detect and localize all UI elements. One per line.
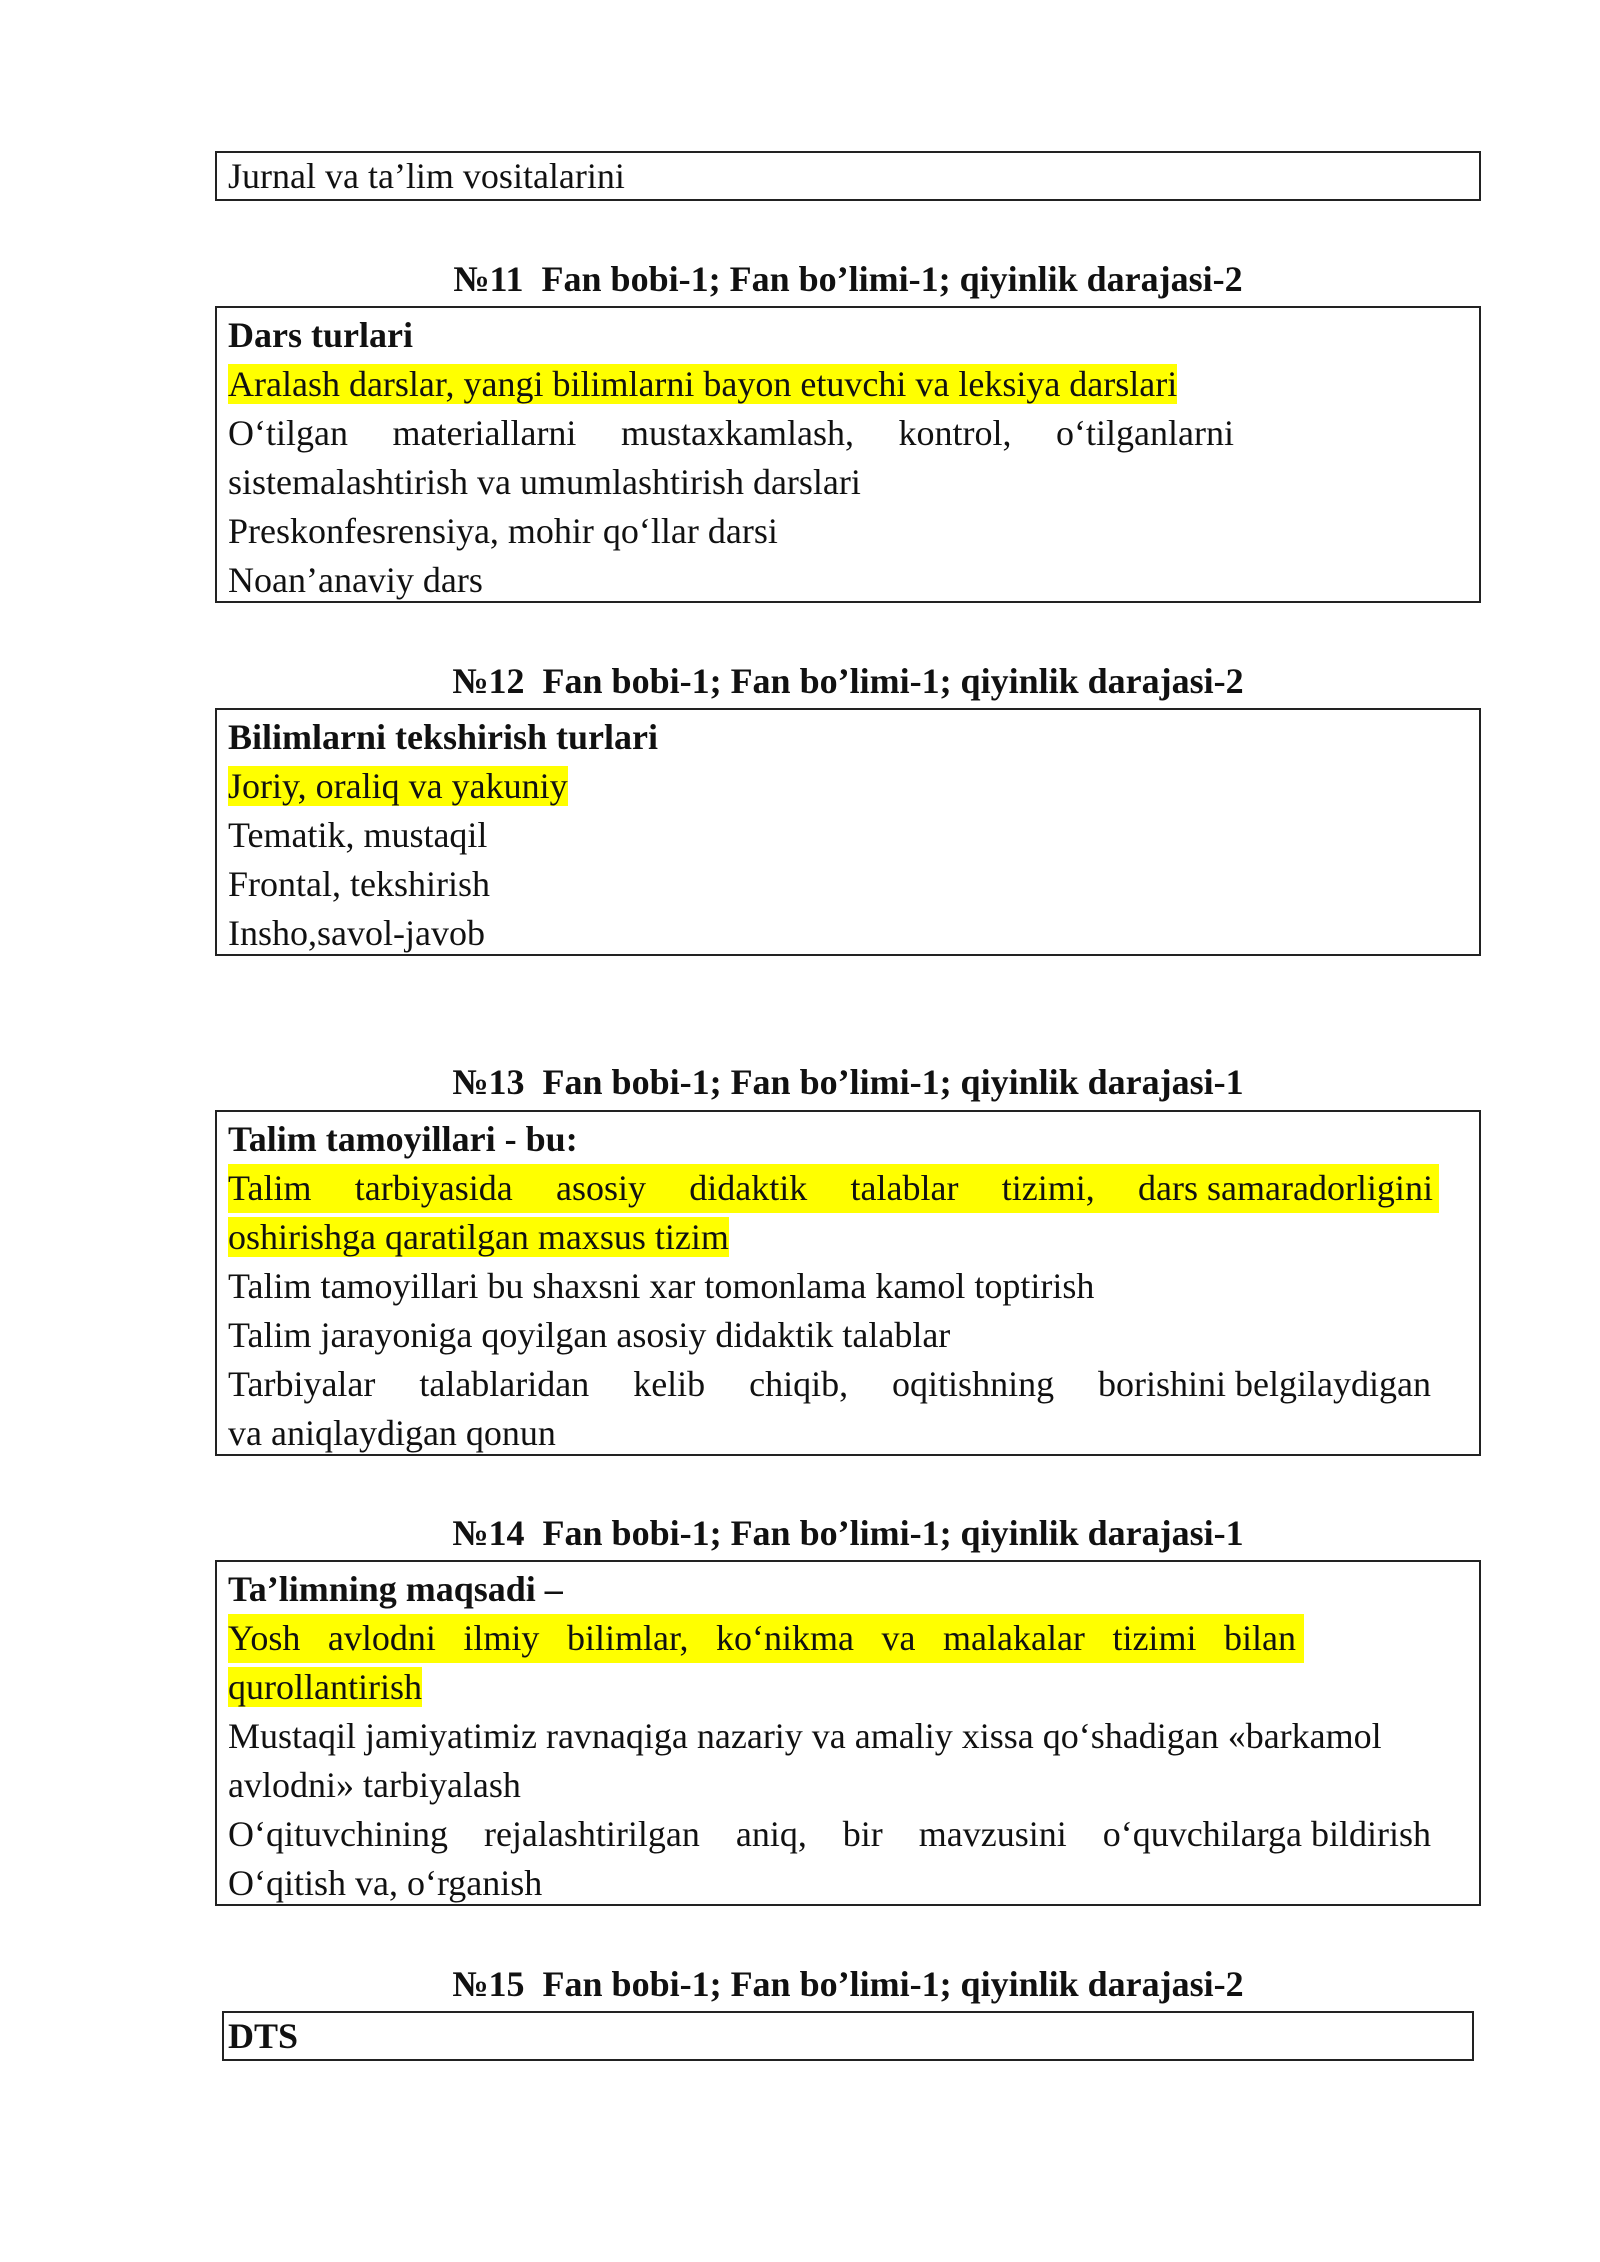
option-1: Mustaqil jamiyatimiz ravnaqiga nazariy va amaliy xissa qo‘shadigan «barkamol (228, 1716, 1382, 1756)
word: Tarbiyalar (228, 1364, 376, 1404)
question-title: Talim tamoyillari - bu: (228, 1119, 578, 1159)
word: o‘quvchilarga bildirish (1102, 1814, 1431, 1854)
option-1 (217, 409, 1479, 458)
option-1-cont: sistemalashtirish va umumlashtirish darslari (228, 462, 861, 502)
word: tizimi (1112, 1618, 1197, 1658)
word: chiqib, (749, 1364, 849, 1404)
question-box-12 (215, 708, 1481, 956)
option-2: Talim jarayoniga qoyilgan asosiy didaktik talablar (228, 1315, 951, 1355)
option-3-cont: va aniqlaydigan qonun (228, 1413, 556, 1453)
question-heading-11: №11 Fan bobi-1; Fan bo’limi-1; qiyinlik darajasi-2 (453, 259, 1243, 299)
word: avlodni (327, 1618, 436, 1658)
word: rejalashtirilgan (483, 1814, 700, 1854)
correct-answer-cont (217, 1663, 1479, 1712)
correct-answer (217, 360, 1479, 409)
question-box-15 (222, 2011, 1474, 2061)
word: didaktik (689, 1168, 808, 1208)
correct-answer-cont (217, 1213, 1479, 1262)
option-1: Tematik, mustaqil (228, 815, 488, 855)
word: tarbiyasida (354, 1168, 513, 1208)
highlight: oshirishga qaratilgan maxsus tizim (228, 1217, 729, 1257)
word: mustaxkamlash, (620, 413, 854, 453)
word: va (881, 1618, 916, 1658)
option-3: Noan’anaviy dars (228, 560, 483, 600)
correct-answer (217, 1614, 1479, 1663)
option-2: Preskonfesrensiya, mohir qo‘llar darsi (228, 511, 778, 551)
option-text: Jurnal va ta’lim vositalarini (228, 156, 625, 196)
word: materiallarni (392, 413, 577, 453)
word: bir (842, 1814, 883, 1854)
answer-box-top (215, 151, 1481, 201)
question-heading-13: №13 Fan bobi-1; Fan bo’limi-1; qiyinlik darajasi-1 (452, 1062, 1244, 1102)
question-title: Dars turlari (228, 315, 413, 355)
word: talablaridan (419, 1364, 590, 1404)
option-1: Talim tamoyillari bu shaxsni xar tomonlama kamol toptirish (228, 1266, 1095, 1306)
word: ko‘nikma (716, 1618, 854, 1658)
question-box-14 (215, 1560, 1481, 1906)
word: malakalar (943, 1618, 1085, 1658)
word: tizimi, (1001, 1168, 1095, 1208)
word: O‘qituvchining (228, 1814, 448, 1854)
question-heading-12: №12 Fan bobi-1; Fan bo’limi-1; qiyinlik darajasi-2 (452, 661, 1244, 701)
word: bilan (1223, 1618, 1296, 1658)
word: bilimlar, (566, 1618, 689, 1658)
word: kontrol, (898, 413, 1012, 453)
highlight (228, 1614, 1304, 1663)
question-heading-15: №15 Fan bobi-1; Fan bo’limi-1; qiyinlik darajasi-2 (452, 1964, 1244, 2004)
word: borishini belgilaydigan (1098, 1364, 1431, 1404)
word: oqitishning (892, 1364, 1055, 1404)
question-title: Ta’limning maqsadi – (228, 1569, 563, 1609)
option-3: Insho,savol-javob (228, 913, 485, 953)
highlight: qurollantirish (228, 1667, 422, 1707)
highlight: Aralash darslar, yangi bilimlarni bayon etuvchi va leksiya darslari (228, 364, 1178, 404)
question-heading-14: №14 Fan bobi-1; Fan bo’limi-1; qiyinlik darajasi-1 (452, 1513, 1244, 1553)
word: aniq, (735, 1814, 807, 1854)
word: Yosh (228, 1618, 301, 1658)
word: dars samaradorligini (1138, 1168, 1433, 1208)
option-2: Frontal, tekshirish (228, 864, 490, 904)
correct-answer (217, 1164, 1479, 1213)
word: o‘tilganlarni (1056, 413, 1234, 453)
word: ilmiy (463, 1618, 540, 1658)
option-3 (217, 1360, 1479, 1409)
option-1-cont: avlodni» tarbiyalash (228, 1765, 521, 1805)
question-box-13 (215, 1110, 1481, 1456)
question-box-11 (215, 306, 1481, 603)
option-2 (217, 1810, 1479, 1859)
highlight: Joriy, oraliq va yakuniy (228, 766, 568, 806)
question-title: DTS (228, 2016, 299, 2056)
word: talablar (850, 1168, 959, 1208)
word: O‘tilgan (228, 413, 348, 453)
option-3: O‘qitish va, o‘rganish (228, 1863, 543, 1903)
word: asosiy (555, 1168, 646, 1208)
correct-answer (217, 762, 1479, 811)
highlight (228, 1164, 1439, 1213)
question-title: Bilimlarni tekshirish turlari (228, 717, 659, 757)
word: Talim (228, 1168, 312, 1208)
word: kelib (633, 1364, 706, 1404)
word: mavzusini (918, 1814, 1067, 1854)
